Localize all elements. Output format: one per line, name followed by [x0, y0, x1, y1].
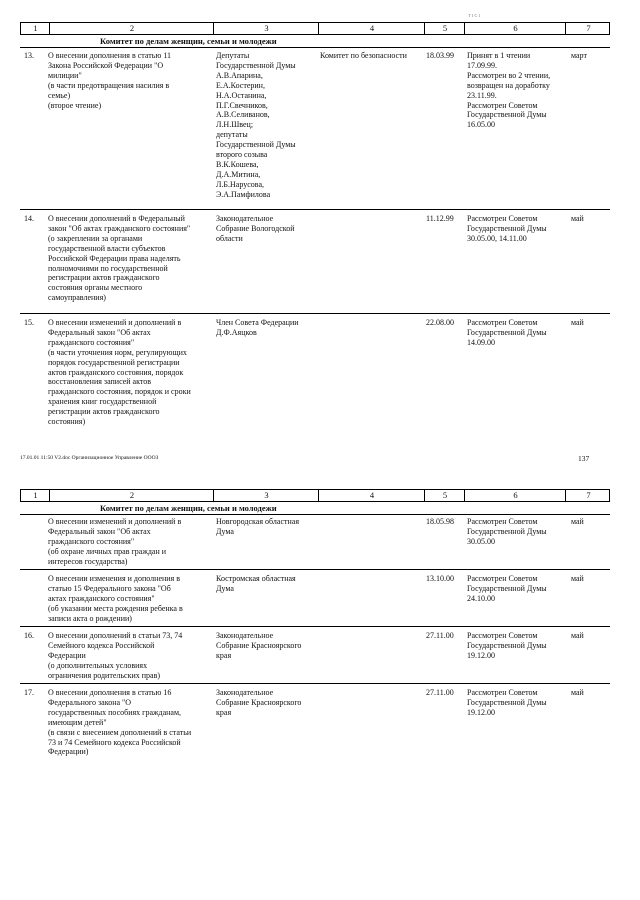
bill-title-line: Федерации) [48, 747, 89, 757]
bill-title-line: Федерации [48, 650, 86, 660]
status-line: Принят в 1 чтении [467, 51, 531, 60]
bill-title-line: 73 и 74 Семейного кодекса Российской [48, 737, 181, 747]
bill-title-line: гражданского состояния" [48, 536, 135, 546]
bill-title-line: хранения книг государственной [48, 397, 157, 407]
author-line: Член Совета Федерации [216, 318, 299, 327]
bill-title-line: ограничения родительских прав) [48, 670, 161, 680]
column-header-cell: 5 [442, 23, 448, 33]
column-header-cell: 6 [513, 490, 518, 500]
row-divider [20, 683, 610, 684]
column-header-cell: 7 [586, 490, 591, 500]
row-number: 17. [24, 688, 34, 697]
submission-date: 27.11.00 [426, 631, 454, 640]
row-divider [20, 626, 610, 627]
status-line: Рассмотрен Советом [467, 688, 538, 697]
status-line: Рассмотрен Советом [467, 574, 538, 583]
column-header-cell: 1 [33, 490, 38, 500]
author-line: Законодательное [216, 631, 274, 640]
bill-title-line: закон "Об актах гражданского состояния" [48, 223, 191, 233]
bill-title-line: полномочиями по государственной [48, 263, 168, 273]
column-header-cell: 1 [33, 23, 38, 33]
row-divider [20, 209, 610, 210]
author-line: Дума [216, 526, 234, 536]
author-line: Государственной Думы [216, 140, 296, 150]
bill-title-line: состояния органы местного [48, 283, 143, 293]
status-line: 19.12.00 [467, 707, 495, 717]
row-number: 14. [24, 214, 34, 223]
column-header-row [20, 22, 610, 35]
author-line: А.В.Селиванов, [216, 110, 270, 120]
bill-title-line: (в части уточнения норм, регулирующих [48, 347, 187, 357]
bill-title-line: (второе чтение) [48, 100, 102, 110]
author-line: Собрание Красноярского [216, 697, 302, 707]
bill-title-line: государственной власти субъектов [48, 243, 166, 253]
bill-title-line: государственных пособиях гражданам, [48, 707, 182, 717]
row-divider [20, 569, 610, 570]
submission-date: 11.12.99 [426, 214, 454, 223]
status-line: 17.09.99. [467, 60, 497, 70]
bill-title-line: Закона Российской Федерации "О [48, 60, 164, 70]
column-separator [424, 490, 425, 501]
bill-title-line: (о закреплении за органами [48, 233, 143, 243]
bill-title-line: (в части предотвращения насилия в [48, 80, 170, 90]
author-line: Д.А.Митина, [216, 169, 261, 179]
committee-underline [20, 47, 610, 48]
committee-line: Комитет по безопасности [320, 51, 407, 60]
column-separator [49, 490, 50, 501]
submission-date: 18.03.99 [426, 51, 454, 60]
author-line: Дума [216, 583, 234, 593]
column-header-row [20, 489, 610, 502]
column-separator [213, 490, 214, 501]
status-line: Рассмотрен Советом [467, 517, 538, 526]
status-line: Государственной Думы [467, 526, 547, 536]
bill-title-line: О внесении дополнения в статью 16 [48, 688, 172, 697]
author-line: депутаты [216, 130, 248, 140]
bill-title-line: имеющим детей" [48, 717, 107, 727]
author-line: края [216, 650, 232, 660]
status-line: Рассмотрен Советом [467, 100, 538, 110]
row-number: 15. [24, 318, 34, 327]
column-separator [213, 23, 214, 34]
status-line: Рассмотрен Советом [467, 318, 538, 327]
bill-title-line: регистрации актов гражданского [48, 273, 160, 283]
column-header-cell: 2 [129, 23, 135, 33]
status-line: Рассмотрен Советом [467, 631, 538, 640]
committee-title: Комитет по делам женщин, семьи и молодежи [100, 36, 277, 46]
author-line: Э.А.Памфилова [216, 189, 271, 199]
column-separator [424, 23, 425, 34]
bill-title-line: О внесении изменений и дополнений в [48, 517, 182, 526]
author-line: П.Г.Свечников, [216, 100, 268, 110]
month-cell: май [571, 214, 584, 223]
bill-title-line: Федерального закона "О [48, 697, 132, 707]
footer-note: 17.01.01 11:50 V2.doc Организационное Управление ОООЗ [20, 455, 159, 461]
column-header-cell: 6 [513, 23, 518, 33]
status-line: Государственной Думы [467, 327, 547, 337]
author-line: Л.Б.Нарусова, [216, 179, 265, 189]
status-line: возвращен на доработку [467, 80, 550, 90]
row-number: 16. [24, 631, 34, 640]
status-line: Государственной Думы [467, 110, 547, 120]
author-line: Новгородская областная [216, 517, 299, 526]
column-separator [464, 490, 465, 501]
bill-title-line: самоуправления) [48, 293, 106, 303]
column-header-cell: 4 [369, 490, 375, 500]
bill-title-line: интересов государства) [48, 556, 128, 566]
author-line: А.В.Апарина, [216, 70, 263, 80]
column-header-cell: 3 [264, 490, 269, 500]
bill-title-line: актов гражданского состояния, порядок [48, 367, 184, 377]
bill-title-line: регистрации актов гражданского [48, 407, 160, 417]
status-line: 23.11.99. [467, 90, 497, 100]
status-line: 14.09.00 [467, 337, 495, 347]
author-line: Законодательное [216, 214, 274, 223]
submission-date: 27.11.00 [426, 688, 454, 697]
author-line: Собрание Красноярского [216, 640, 302, 650]
month-cell: май [571, 318, 584, 327]
bill-title-line: (об охране личных прав граждан и [48, 546, 167, 556]
submission-date: 18.05.98 [426, 517, 454, 526]
bill-title-line: состояния) [48, 417, 86, 426]
committee-title: Комитет по делам женщин, семьи и молодежи [100, 503, 277, 513]
author-line: В.К.Кошева, [216, 159, 259, 169]
status-line: 24.10.00 [467, 593, 495, 603]
author-line: края [216, 707, 232, 717]
bill-title-line: О внесении дополнений в статьи 73, 74 [48, 631, 183, 640]
author-line: Д.Ф.Аяцков [216, 327, 257, 337]
column-separator [49, 23, 50, 34]
month-cell: май [571, 574, 584, 583]
author-line: области [216, 233, 243, 243]
bill-title-line: Семейного кодекса Российской [48, 640, 155, 650]
column-header-cell: 5 [442, 490, 448, 500]
month-cell: май [571, 631, 584, 640]
committee-underline [20, 514, 610, 515]
bill-title-line: Российской Федерации права наделять [48, 253, 181, 263]
bill-title-line: актах гражданского состояния" [48, 593, 155, 603]
bill-title-line: (о дополнительных условиях [48, 660, 148, 670]
status-line: Государственной Думы [467, 697, 547, 707]
author-line: Государственной Думы [216, 60, 296, 70]
bill-title-line: (об указании места рождения ребенка в [48, 603, 183, 613]
author-line: Е.А.Костерин, [216, 80, 265, 90]
author-line: Костромская областная [216, 574, 296, 583]
bill-title-line: О внесении дополнений в Федеральный [48, 214, 185, 223]
author-line: Законодательное [216, 688, 274, 697]
status-line: Рассмотрен Советом [467, 214, 538, 223]
bill-title-line: восстановления записей актов [48, 377, 152, 387]
row-number: 13. [24, 51, 34, 60]
month-cell: май [571, 688, 584, 697]
bill-title-line: гражданского состояния" [48, 337, 135, 347]
bill-title-line: О внесении изменений и дополнений в [48, 318, 182, 327]
column-separator [565, 490, 566, 501]
bill-title-line: Федеральный закон "Об актах [48, 526, 151, 536]
status-line: Государственной Думы [467, 583, 547, 593]
status-line: Рассмотрен во 2 чтении, [467, 70, 551, 80]
bill-title-line: (в связи с внесением дополнений в статьи [48, 727, 192, 737]
page-number: 137 [578, 454, 590, 463]
column-separator [318, 23, 319, 34]
bill-title-line: порядок государственной регистрации [48, 357, 180, 367]
bill-title-line: милиции" [48, 70, 82, 80]
bill-title-line: статью 15 Федерального закона "Об [48, 583, 171, 593]
status-line: 16.05.00 [467, 120, 495, 130]
column-separator [318, 490, 319, 501]
column-separator [565, 23, 566, 34]
status-line: Государственной Думы [467, 223, 547, 233]
status-line: Государственной Думы [467, 640, 547, 650]
bill-title-line: гражданского состояния, порядок и сроки [48, 387, 191, 397]
submission-date: 13.10.00 [426, 574, 454, 583]
bill-title-line: О внесении дополнения в статью 11 [48, 51, 172, 60]
status-line: 19.12.00 [467, 650, 495, 660]
month-cell: март [571, 51, 587, 60]
bill-title-line: Федеральный закон "Об актах [48, 327, 151, 337]
author-line: Н.А.Останина, [216, 90, 267, 100]
status-line: 30.05.00 [467, 536, 495, 546]
author-line: Л.Н.Швец; [216, 120, 254, 130]
bill-title-line: записи акта о рождении) [48, 613, 132, 623]
column-separator [464, 23, 465, 34]
scan-mark: Т 1 С 1 [468, 13, 481, 18]
column-header-cell: 2 [129, 490, 135, 500]
author-line: второго созыва [216, 150, 268, 159]
bill-title-line: О внесении изменения и дополнения в [48, 574, 181, 583]
column-header-cell: 3 [264, 23, 269, 33]
bill-title-line: семье) [48, 90, 71, 100]
submission-date: 22.08.00 [426, 318, 454, 327]
row-divider [20, 313, 610, 314]
column-header-cell: 7 [586, 23, 591, 33]
month-cell: май [571, 517, 584, 526]
author-line: Собрание Вологодской [216, 223, 295, 233]
column-header-cell: 4 [369, 23, 375, 33]
author-line: Депутаты [216, 51, 250, 60]
status-line: 30.05.00, 14.11.00 [467, 233, 527, 243]
